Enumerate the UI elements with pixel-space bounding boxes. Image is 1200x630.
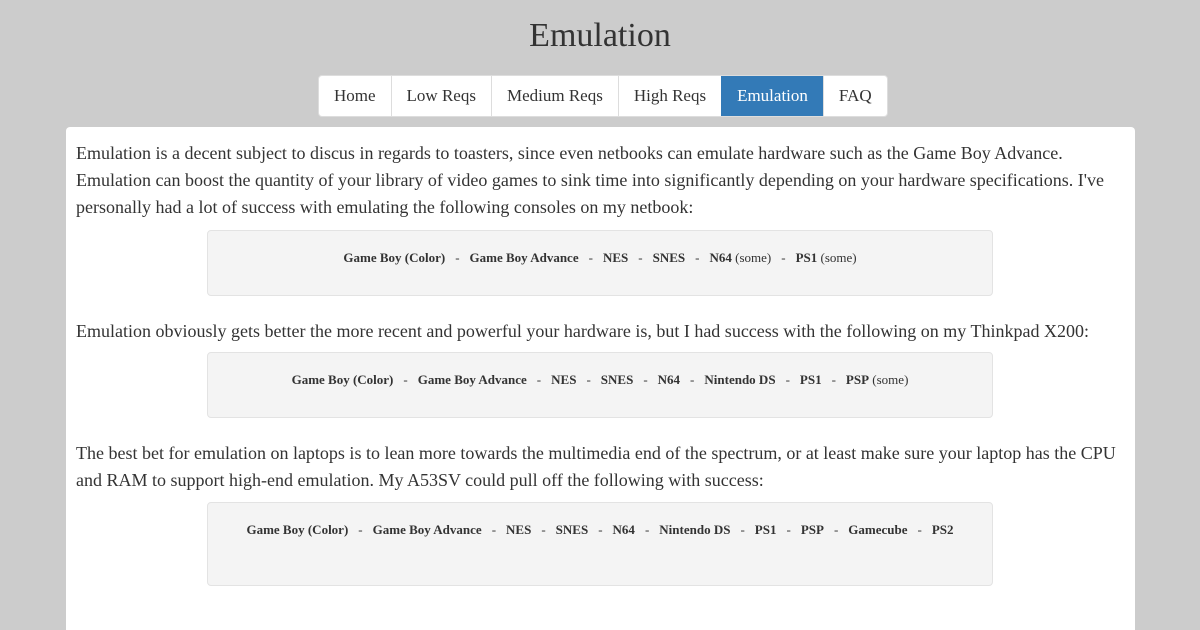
laptop-paragraph: The best bet for emulation on laptops is to lean more towards the multimedia end of the spectrum, or at least make sure your laptop has the CPU and RAM to support high-end emulation. My A53SV could pull off the following with success: (76, 443, 1116, 490)
console-separator: - (586, 372, 591, 387)
console-entry (932, 522, 954, 537)
console-separator: - (786, 522, 791, 537)
nav-item-emulation[interactable]: Emulation (721, 76, 823, 116)
console-entry (470, 250, 579, 265)
console-name: Nintendo DS (704, 372, 776, 387)
console-note: (some) (731, 250, 772, 265)
console-separator: - (695, 250, 700, 265)
console-entry (506, 522, 531, 537)
console-name: Gamecube (848, 522, 908, 537)
page-title: Emulation (529, 17, 671, 54)
intro-paragraph: Emulation is a decent subject to discus in regards to toasters, since even netbooks can emulate hardware such as the Game Boy Advance. Emulation can boost the quantity of your library of video games to sink time into significantly depending on your hardware specifications. I've personally had a lot of success with emulating the following consoles on my netbook: (76, 143, 1104, 217)
netbook-console-list (207, 230, 993, 296)
console-name: N64 (709, 250, 732, 265)
console-separator: - (785, 372, 790, 387)
console-separator: - (740, 522, 745, 537)
console-name: PS2 (931, 522, 954, 537)
console-entry (292, 372, 394, 387)
console-name: N64 (657, 372, 681, 387)
nav-item-medium-reqs[interactable]: Medium Reqs (491, 76, 618, 116)
console-note: (some) (817, 250, 857, 265)
console-entry (801, 522, 824, 537)
console-entry (556, 522, 589, 537)
console-name: NES (551, 372, 577, 387)
console-entry (659, 522, 730, 537)
console-name: Game Boy Advance (417, 372, 527, 387)
console-entry (846, 372, 908, 387)
console-name: NES (602, 250, 629, 265)
console-entry (800, 372, 822, 387)
laptop-console-list (207, 502, 993, 586)
console-name: Game Boy Advance (469, 250, 579, 265)
console-separator: - (781, 250, 786, 265)
console-entry (653, 250, 686, 265)
console-entry (848, 522, 907, 537)
thinkpad-paragraph: Emulation obviously gets better the more recent and powerful your hardware is, but I had success with the following on my Thinkpad X200: (76, 321, 1089, 341)
console-name: PSP (800, 522, 824, 537)
console-name: SNES (555, 522, 589, 537)
content-panel (66, 127, 1135, 630)
console-entry (603, 250, 628, 265)
main-nav (318, 75, 888, 117)
console-name: Game Boy (Color) (343, 250, 446, 265)
console-separator: - (358, 522, 363, 537)
console-entry (755, 522, 777, 537)
console-separator: - (541, 522, 546, 537)
console-separator: - (917, 522, 922, 537)
console-entry (418, 372, 527, 387)
console-entry (551, 372, 576, 387)
console-separator: - (644, 522, 650, 537)
console-entry (704, 372, 775, 387)
console-note: (some) (869, 372, 909, 387)
console-separator: - (536, 372, 542, 387)
console-separator: - (491, 522, 497, 537)
console-name: NES (506, 522, 532, 537)
console-separator: - (833, 522, 839, 537)
console-separator: - (403, 372, 408, 387)
console-separator: - (598, 522, 603, 537)
console-entry (658, 372, 680, 387)
console-entry (613, 522, 635, 537)
console-name: PS1 (799, 372, 822, 387)
console-separator: - (588, 250, 593, 265)
console-name: PS1 (754, 522, 777, 537)
console-entry (246, 522, 348, 537)
console-entry (601, 372, 634, 387)
nav-item-faq[interactable]: FAQ (823, 76, 887, 116)
console-entry (709, 250, 771, 265)
console-separator: - (831, 372, 836, 387)
nav-item-low-reqs[interactable]: Low Reqs (391, 76, 491, 116)
console-name: PSP (845, 372, 870, 387)
console-entry (796, 250, 857, 265)
console-separator: - (690, 372, 695, 387)
console-name: SNES (600, 372, 634, 387)
console-separator: - (638, 250, 643, 265)
console-separator: - (643, 372, 648, 387)
console-name: Nintendo DS (659, 522, 731, 537)
console-name: Game Boy Advance (372, 522, 482, 537)
console-separator: - (455, 250, 460, 265)
nav-item-home[interactable]: Home (334, 86, 376, 105)
console-name: PS1 (795, 250, 818, 265)
nav-item-high-reqs[interactable]: High Reqs (618, 76, 721, 116)
console-name: N64 (612, 522, 635, 537)
console-entry (343, 250, 445, 265)
console-entry (373, 522, 482, 537)
console-name: Game Boy (Color) (291, 372, 394, 387)
console-name: Game Boy (Color) (246, 522, 349, 537)
console-name: SNES (652, 250, 686, 265)
thinkpad-console-list (207, 352, 993, 418)
